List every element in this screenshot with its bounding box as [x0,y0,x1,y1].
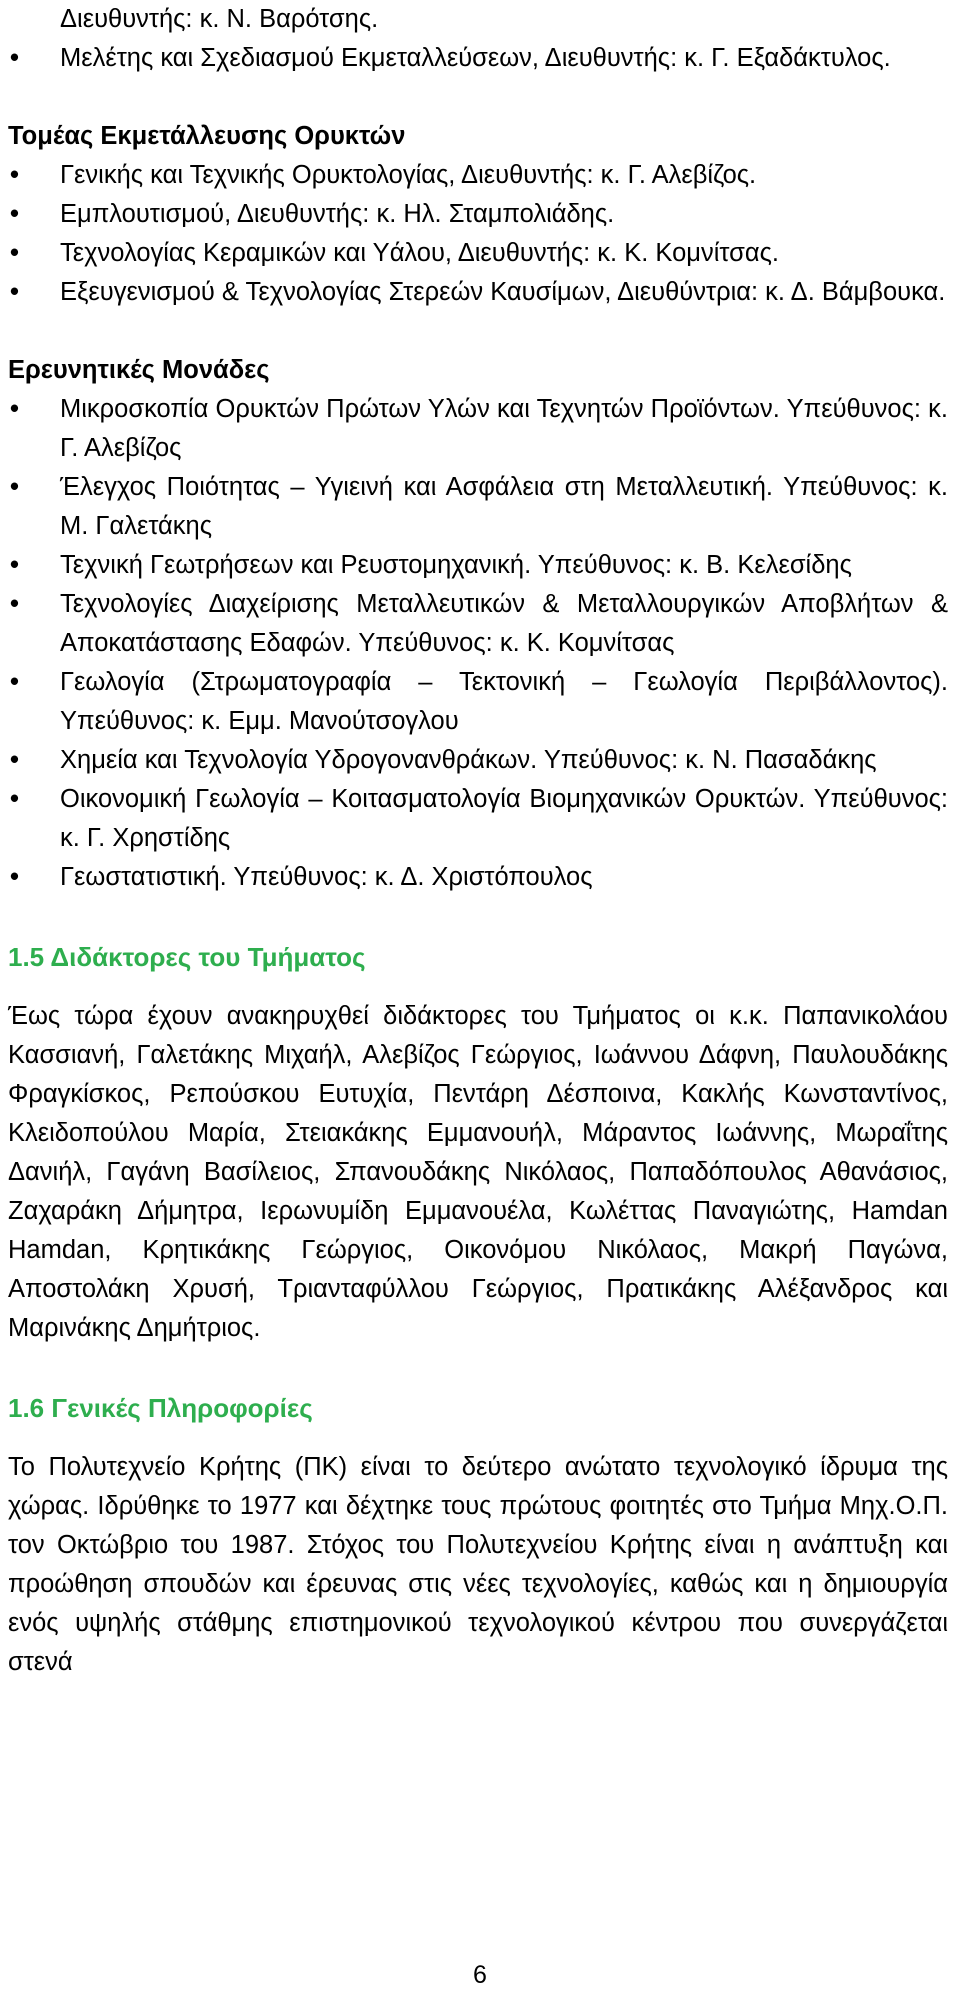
list-item [8,663,948,741]
page-number: 6 [473,1961,487,1989]
list-item [8,156,948,195]
list-item-text: Έλεγχος Ποιότητας – Υγιεινή και Ασφάλεια στη Μεταλλευτική. Υπεύθυνος: κ. Μ. Γαλετάκης [60,473,948,540]
list-item [8,546,948,585]
research-unit-list [8,390,948,897]
bullet-icon: • [10,668,19,696]
list-item-text: Χημεία και Τεχνολογία Υδρογονανθράκων. Υπεύθυνος: κ. Ν. Πασαδάκης [60,746,877,774]
bullet-icon: • [10,44,19,72]
list-item-text: Τεχνολογίας Κεραμικών και Υάλου, Διευθυντής: κ. Κ. Κομνίτσας. [60,239,779,267]
bullet-icon: • [10,395,19,423]
document-page [8,0,948,2005]
list-item [8,195,948,234]
bullet-icon: • [10,551,19,579]
chapter-heading-general-info: 1.6 Γενικές Πληροφορίες [8,1393,313,1423]
list-item [8,39,948,78]
mining-lab-list [8,156,948,312]
list-item-text: Εμπλουτισμού, Διευθυντής: κ. Ηλ. Σταμπολιάδης. [60,200,615,228]
list-item-text: Γεωλογία (Στρωματογραφία – Τεκτονική – Γεωλογία Περιβάλλοντος). Υπεύθυνος: κ. Εμμ. Μανούτσογλου [60,668,948,735]
list-item [8,741,948,780]
bullet-icon: • [10,785,19,813]
section-heading-research: Ερευνητικές Μονάδες [8,356,270,384]
lab-list-continued [8,39,948,78]
bullet-icon: • [10,239,19,267]
bullet-icon: • [10,746,19,774]
continuation-line: Διευθυντής: κ. Ν. Βαρότσης. [60,5,379,33]
list-item [8,585,948,663]
list-item-text: Γενικής και Τεχνικής Ορυκτολογίας, Διευθυντής: κ. Γ. Αλεβίζος. [60,161,757,189]
list-item-text: Εξευγενισμού & Τεχνολογίας Στερεών Καυσίμων, Διευθύντρια: κ. Δ. Βάμβουκα. [60,278,946,306]
bullet-icon: • [10,590,19,618]
list-item [8,780,948,858]
bullet-icon: • [10,161,19,189]
bullet-icon: • [10,863,19,891]
list-item-text: Τεχνολογίες Διαχείρισης Μεταλλευτικών & Μεταλλουργικών Αποβλήτων & Αποκατάστασης Εδαφών. Υπεύθυνος: κ. Κ. Κομνίτσας [60,590,948,657]
general-info-paragraph: Το Πολυτεχνείο Κρήτης (ΠΚ) είναι το δεύτερο ανώτατο τεχνολογικό ίδρυμα της χώρας. Ιδρύθηκε το 1977 και δέχτηκε τους πρώτους φοιτητές στο Τμήμα Μηχ.Ο.Π. τον Οκτώβριο του 1987. Στόχος του Πολυτεχνείου Κρήτης είναι η ανάπτυξη και προώθηση σπουδών και έρευνας στις νέες τεχνολογίες, καθώς και η δημιουργία ενός υψηλής στάθμης επιστημονικού τεχνολογικού κέντρου που συνεργάζεται στενά [8,1453,948,1676]
list-item [8,234,948,273]
list-item-text: Μελέτης και Σχεδιασμού Εκμεταλλεύσεων, Διευθυντής: κ. Γ. Εξαδάκτυλος. [60,44,891,72]
list-item-text: Οικονομική Γεωλογία – Κοιτασματολογία Βιομηχανικών Ορυκτών. Υπεύθυνος: κ. Γ. Χρηστίδης [60,785,948,852]
list-item-text: Τεχνική Γεωτρήσεων και Ρευστομηχανική. Υπεύθυνος: κ. Β. Κελεσίδης [60,551,852,579]
bullet-icon: • [10,473,19,501]
list-item-text: Μικροσκοπία Ορυκτών Πρώτων Υλών και Τεχνητών Προϊόντων. Υπεύθυνος: κ. Γ. Αλεβίζος [60,395,948,462]
section-heading-mining: Τομέας Εκμετάλλευσης Ορυκτών [8,122,406,150]
list-item [8,273,948,312]
bullet-icon: • [10,278,19,306]
list-item [8,858,948,897]
list-item-text: Γεωστατιστική. Υπεύθυνος: κ. Δ. Χριστόπουλος [60,863,593,891]
list-item [8,468,948,546]
doctors-paragraph: Έως τώρα έχουν ανακηρυχθεί διδάκτορες του Τμήματος οι κ.κ. Παπανικολάου Κασσιανή, Γαλετάκης Μιχαήλ, Αλεβίζος Γεώργιος, Ιωάννου Δάφνη, Παυλουδάκης Φραγκίσκος, Ρεπούσκου Ευτυχία, Πεντάρη Δέσποινα, Κακλής Κωνσταντίνος, Κλειδοπούλου Μαρία, Στειακάκης Εμμανουήλ, Μάραντος Ιωάννης, Μωραΐτης Δανιήλ, Γαγάνη Βασίλειος, Σπανουδάκης Νικόλαος, Παπαδόπουλος Αθανάσιος, Ζαχαράκη Δήμητρα, Ιερωνυμίδη Εμμανουέλα, Κωλέττας Παναγιώτης, Hamdan Hamdan, Κρητικάκης Γεώργιος, Οικονόμου Νικόλαος, Μακρή Παγώνα, Αποστολάκη Χρυσή, Τριανταφύλλου Γεώργιος, Πρατικάκης Αλέξανδρος και Μαρινάκης Δημήτριος. [8,1002,948,1342]
bullet-icon: • [10,200,19,228]
chapter-heading-doctors: 1.5 Διδάκτορες του Τμήματος [8,942,366,972]
list-item [8,390,948,468]
